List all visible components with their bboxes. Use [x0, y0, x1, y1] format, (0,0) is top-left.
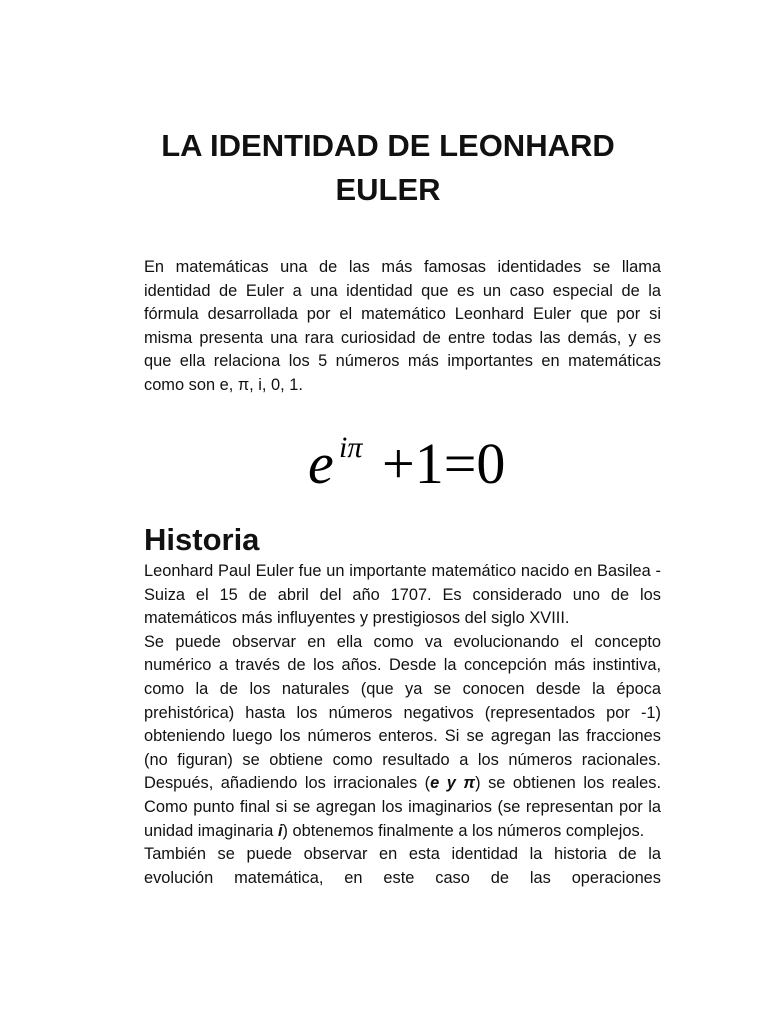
- symbol-i: i: [277, 821, 283, 840]
- symbol-e-pi: e y π: [430, 774, 476, 793]
- paragraph-2-text-a: Se puede observar en ella como va evolucionando el concepto numérico a través de los años. Desde la concepción más instintiva, como la de los naturales (que ya se conocen desde la época prehistórica) hasta los números negativos (representados por -1) obteniendo luego los números enteros. Si se agregan las fracciones (no figuran) se obtiene como resultado a los números racionales. Después, añadiendo los irracionales (: [144, 632, 661, 793]
- formula-base: e: [308, 431, 334, 496]
- paragraph-2-text-c: ) obtenemos finalmente a los números complejos.: [282, 821, 645, 840]
- formula-rest: +1=0: [382, 431, 506, 496]
- document-title: LA IDENTIDAD DE LEONHARD EULER: [161, 128, 615, 207]
- paragraph-2-text-b: ) se obtienen los reales. Como punto final si se agregan los imaginarios (se representan por la unidad imaginaria: [144, 774, 661, 840]
- euler-identity-formula: [308, 432, 508, 504]
- historia-paragraph-2: [144, 631, 661, 843]
- historia-section: [144, 560, 661, 890]
- intro-paragraph: En matemáticas una de las más famosas identidades se llama identidad de Euler a una identidad que es un caso especial de la fórmula desarrollada por el matemático Leonhard Euler que por si misma presenta una rara curiosidad de entre todas las demás, y es que ella relaciona los 5 números más importantes en matemáticas como son e, π, i, 0, 1.: [144, 258, 661, 394]
- historia-paragraph-3: También se puede observar en esta identidad la historia de la evolución matemática, en este caso de las operaciones: [144, 845, 661, 887]
- historia-paragraph-1: Leonhard Paul Euler fue un importante matemático nacido en Basilea - Suiza el 15 de abril del año 1707. Es considerado uno de los matemáticos más influyentes y prestigiosos del siglo XVIII.: [144, 562, 661, 628]
- formula-exponent: iπ: [339, 431, 363, 464]
- section-heading-historia: Historia: [144, 522, 260, 557]
